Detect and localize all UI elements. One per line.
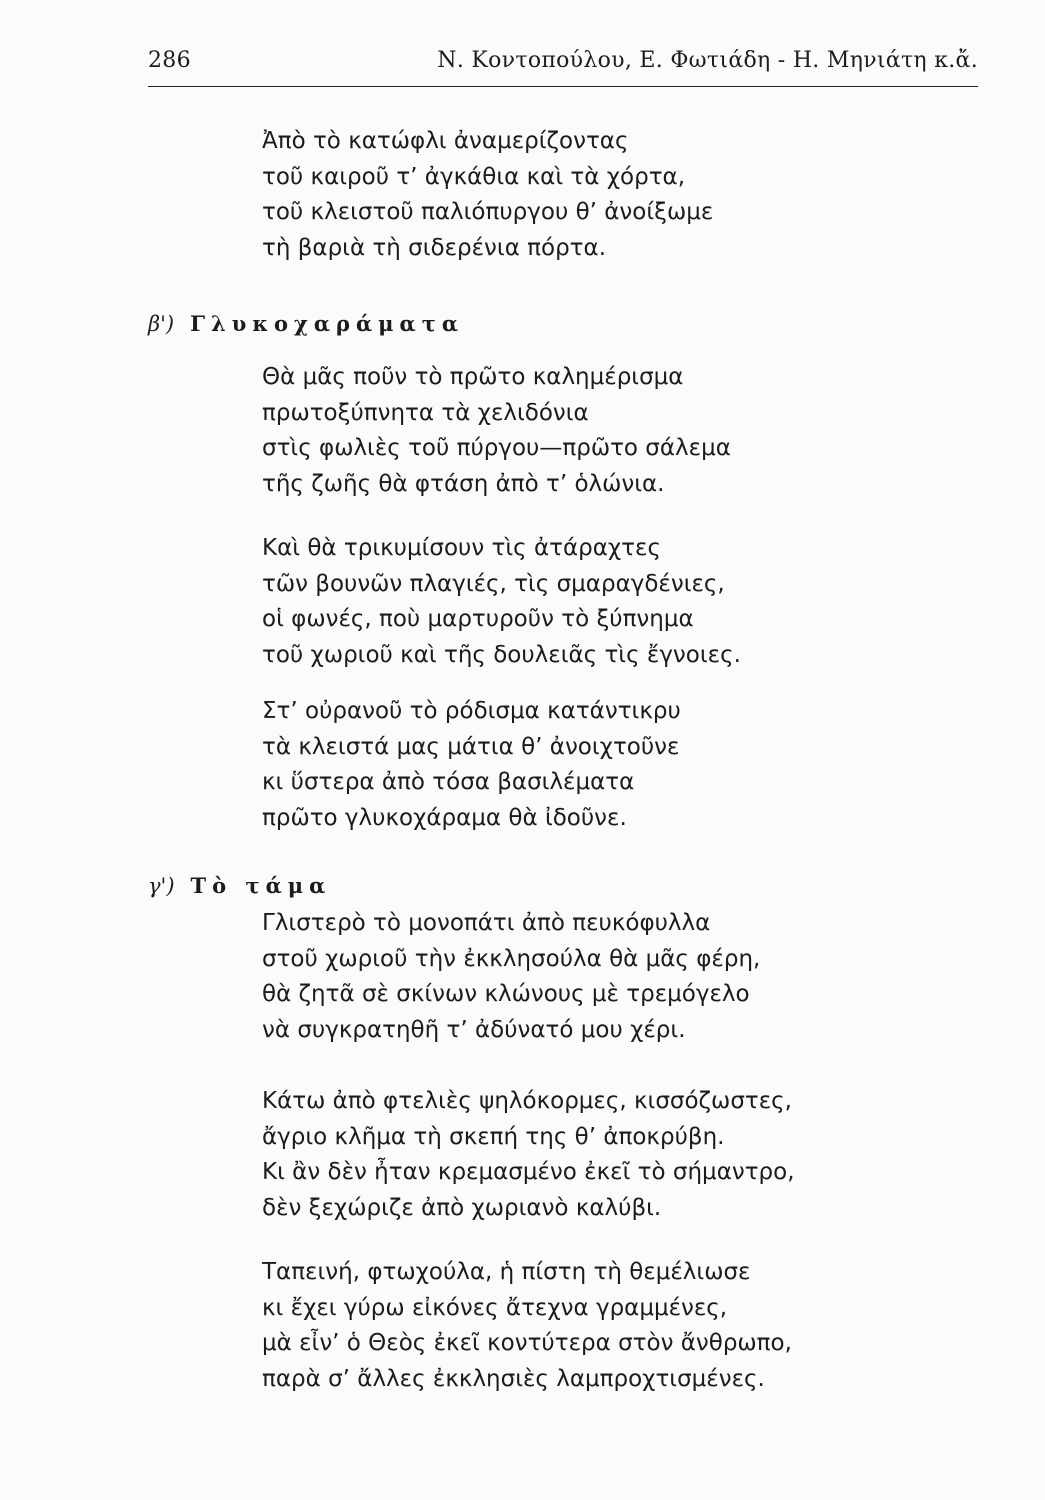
running-header-authors: Ν. Κοντοπούλου, Ε. Φωτιάδη - Η. Μηνιάτη κ.ἄ. (437, 48, 978, 73)
verse-line: Καὶ θὰ τρικυμίσουν τὶς ἀτάραχτες (262, 535, 661, 561)
verse-line: Στ’ οὐρανοῦ τὸ ρόδισμα κατάντικρυ (262, 698, 681, 724)
section-number: β') (148, 312, 175, 336)
stanza-1 (262, 124, 713, 266)
stanza-6 (262, 1084, 795, 1226)
verse-line: Κάτω ἀπὸ φτελιὲς ψηλόκορμες, κισσόζωστες, (262, 1088, 792, 1114)
section-heading-c (148, 873, 331, 898)
verse-line: στοῦ χωριοῦ τὴν ἐκκλησούλα θὰ μᾶς φέρη, (262, 945, 761, 972)
section-number: γ') (148, 874, 175, 898)
verse-line: τοῦ κλειστοῦ παλιόπυργου θ’ ἀνοίξωμε (262, 199, 714, 225)
stanza-2 (262, 360, 731, 502)
header-rule (148, 86, 978, 87)
verse-line: δὲν ξεχώριζε ἀπὸ χωριανὸ καλύβι. (262, 1194, 662, 1221)
verse-line: ἄγριο κλῆμα τὴ σκεπή της θ’ ἀποκρύβη. (262, 1123, 725, 1150)
stanza-4 (262, 694, 681, 836)
verse-line: κι ὕστερα ἀπὸ τόσα βασιλέματα (262, 769, 635, 795)
verse-line: τῶν βουνῶν πλαγιές, τὶς σμαραγδένιες, (262, 570, 725, 597)
verse-line: Θὰ μᾶς ποῦν τὸ πρῶτο καλημέρισμα (262, 364, 684, 390)
page-number: 286 (148, 48, 191, 73)
verse-line: τὴ βαριὰ τὴ σιδερένια πόρτα. (262, 234, 607, 261)
verse-line: Ἀπὸ τὸ κατώφλι ἀναμερίζοντας (262, 128, 629, 154)
section-title: Τὸ τάμα (190, 873, 332, 898)
verse-line: πρῶτο γλυκοχάραμα θὰ ἰδοῦνε. (262, 804, 627, 831)
verse-line: Γλιστερὸ τὸ μονοπάτι ἀπὸ πευκόφυλλα (262, 910, 711, 936)
verse-line: κι ἔχει γύρω εἰκόνες ἄτεχνα γραμμένες, (262, 1294, 728, 1321)
stanza-3 (262, 531, 741, 673)
verse-line: τῆς ζωῆς θὰ φτάση ἀπὸ τ’ ὁλώνια. (262, 470, 665, 497)
verse-line: τὰ κλειστά μας μάτια θ’ ἀνοιχτοῦνε (262, 733, 680, 760)
section-heading-b (148, 311, 464, 336)
verse-line: στὶς φωλιὲς τοῦ πύργου—πρῶτο σάλεμα (262, 435, 731, 461)
verse-line: μὰ εἶν’ ὁ Θεὸς ἐκεῖ κοντύτερα στὸν ἄνθρωπο, (262, 1330, 792, 1356)
verse-line: Ταπεινή, φτωχούλα, ἡ πίστη τὴ θεμέλιωσε (262, 1259, 751, 1285)
verse-line: Κι ἂν δὲν ἦταν κρεμασμένο ἐκεῖ τὸ σήμαντρο, (262, 1159, 795, 1185)
section-title: Γλυκοχαράματα (190, 311, 464, 336)
verse-line: θὰ ζητᾶ σὲ σκίνων κλώνους μὲ τρεμόγελο (262, 981, 750, 1007)
verse-line: τοῦ καιροῦ τ’ ἀγκάθια καὶ τὰ χόρτα, (262, 163, 686, 190)
verse-line: τοῦ χωριοῦ καὶ τῆς δουλειᾶς τὶς ἔγνοιες. (262, 641, 741, 668)
stanza-7 (262, 1255, 792, 1397)
verse-line: οἱ φωνές, ποὺ μαρτυροῦν τὸ ξύπνημα (262, 606, 694, 632)
stanza-5 (262, 906, 760, 1048)
verse-line: νὰ συγκρατηθῆ τ’ ἀδύνατό μου χέρι. (262, 1016, 686, 1043)
verse-line: παρὰ σ’ ἄλλες ἐκκλησιὲς λαμπροχτισμένες. (262, 1365, 765, 1392)
verse-line: πρωτοξύπνητα τὰ χελιδόνια (262, 399, 589, 426)
